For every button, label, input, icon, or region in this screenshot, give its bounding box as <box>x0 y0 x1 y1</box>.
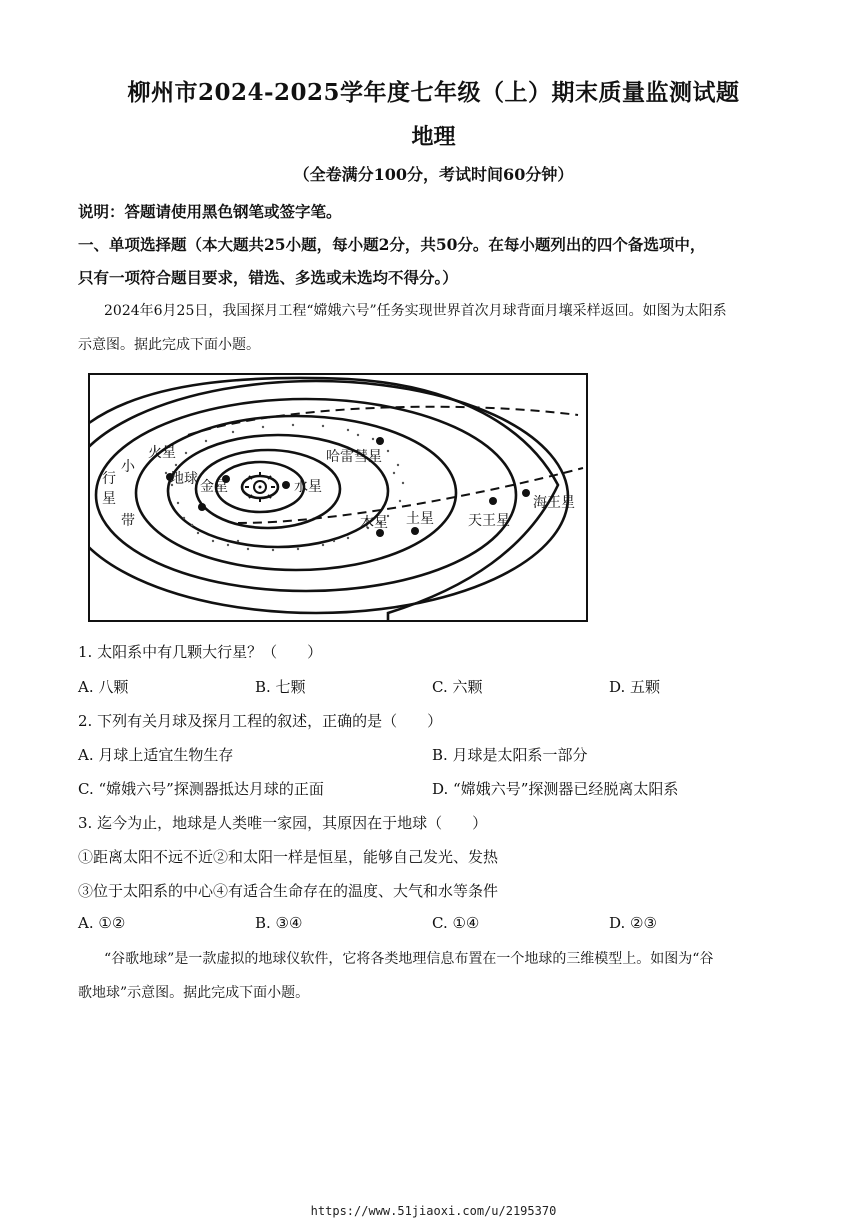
question-2-stem: 2. 下列有关月球及探月工程的叙述，正确的是（ ） <box>78 712 443 730</box>
earth-dot <box>198 503 206 511</box>
uranus-dot <box>489 497 497 505</box>
saturn-dot <box>411 527 419 535</box>
passage1-line1: 2024年6月25日，我国探月工程“嫦娥六号”任务实现世界首次月球背面月壤采样返回。如图为太阳系 <box>104 303 727 319</box>
asteroid-belt-label-4: 带 <box>121 513 135 529</box>
answer-instruction: 说明：答题请使用黑色钢笔或签字笔。 <box>78 202 342 221</box>
passage2-line2: 歌地球”示意图。据此完成下面小题。 <box>78 985 310 1001</box>
footer-url[interactable]: https://www.51jiaoxi.com/u/2195370 <box>310 1204 557 1218</box>
q1-option-b[interactable]: B. 七颗 <box>255 678 306 696</box>
q1-option-d[interactable]: D. 五颗 <box>609 678 661 696</box>
section1-heading-cont: 只有一项符合题目要求，错选、多选或未选均不得分。） <box>78 268 458 287</box>
q2-option-b[interactable]: B. 月球是太阳系一部分 <box>432 746 588 764</box>
question-1-stem: 1. 太阳系中有几颗大行星？（ ） <box>78 643 323 661</box>
earth-label: 地球 <box>170 471 198 487</box>
asteroid-belt-label-1: 小 <box>121 459 135 475</box>
q3-option-a[interactable]: A. ①② <box>78 914 126 932</box>
q3-option-b[interactable]: B. ③④ <box>255 914 303 932</box>
exam-title: 柳州市2024-2025学年度七年级（上）期末质量监测试题 <box>127 79 740 106</box>
asteroid-belt-label-3: 星 <box>102 491 116 507</box>
q1-option-a[interactable]: A. 八颗 <box>78 678 129 696</box>
q2-option-a[interactable]: A. 月球上适宜生物生存 <box>78 746 234 764</box>
passage1-line2: 示意图。据此完成下面小题。 <box>78 337 260 353</box>
q2-option-d[interactable]: D. “嫦娥六号”探测器已经脱离太阳系 <box>432 780 679 798</box>
solar-system-diagram <box>88 373 588 622</box>
passage2-line1: “谷歌地球”是一款虚拟的地球仪软件，它将各类地理信息布置在一个地球的三维模型上。如图为“谷 <box>104 951 714 967</box>
neptune-dot <box>522 489 530 497</box>
score-note: （全卷满分100分，考试时间60分钟） <box>293 165 574 184</box>
mars-label: 火星 <box>148 445 176 461</box>
question-3-stem: 3. 迄今为止，地球是人类唯一家园，其原因在于地球（ ） <box>78 814 488 832</box>
q3-statement-1: ①距离太阳不远不近②和太阳一样是恒星，能够自己发光、发热 <box>78 848 499 866</box>
mercury-label: 水星 <box>294 479 322 495</box>
uranus-label: 天王星 <box>468 513 510 529</box>
q3-statement-2: ③位于太阳系的中心④有适合生命存在的温度、大气和水等条件 <box>78 882 499 900</box>
asteroid-belt-label-2: 行 <box>102 471 116 487</box>
saturn-label: 土星 <box>406 511 434 527</box>
q3-option-c[interactable]: C. ①④ <box>432 914 480 932</box>
q3-option-d[interactable]: D. ②③ <box>609 914 657 932</box>
q2-option-c[interactable]: C. “嫦娥六号”探测器抵达月球的正面 <box>78 780 324 798</box>
q1-option-c[interactable]: C. 六颗 <box>432 678 483 696</box>
halley-label: 哈雷彗星 <box>326 449 382 465</box>
jupiter-label: 木星 <box>360 515 388 531</box>
neptune-label: 海王星 <box>533 495 575 511</box>
section1-heading: 一、单项选择题（本大题共25小题，每小题2分，共50分。在每小题列出的四个备选项中， <box>78 235 706 254</box>
venus-label: 金星 <box>200 479 228 495</box>
subject-title: 地理 <box>411 124 456 150</box>
halley-dot <box>376 437 384 445</box>
mercury-dot <box>282 481 290 489</box>
